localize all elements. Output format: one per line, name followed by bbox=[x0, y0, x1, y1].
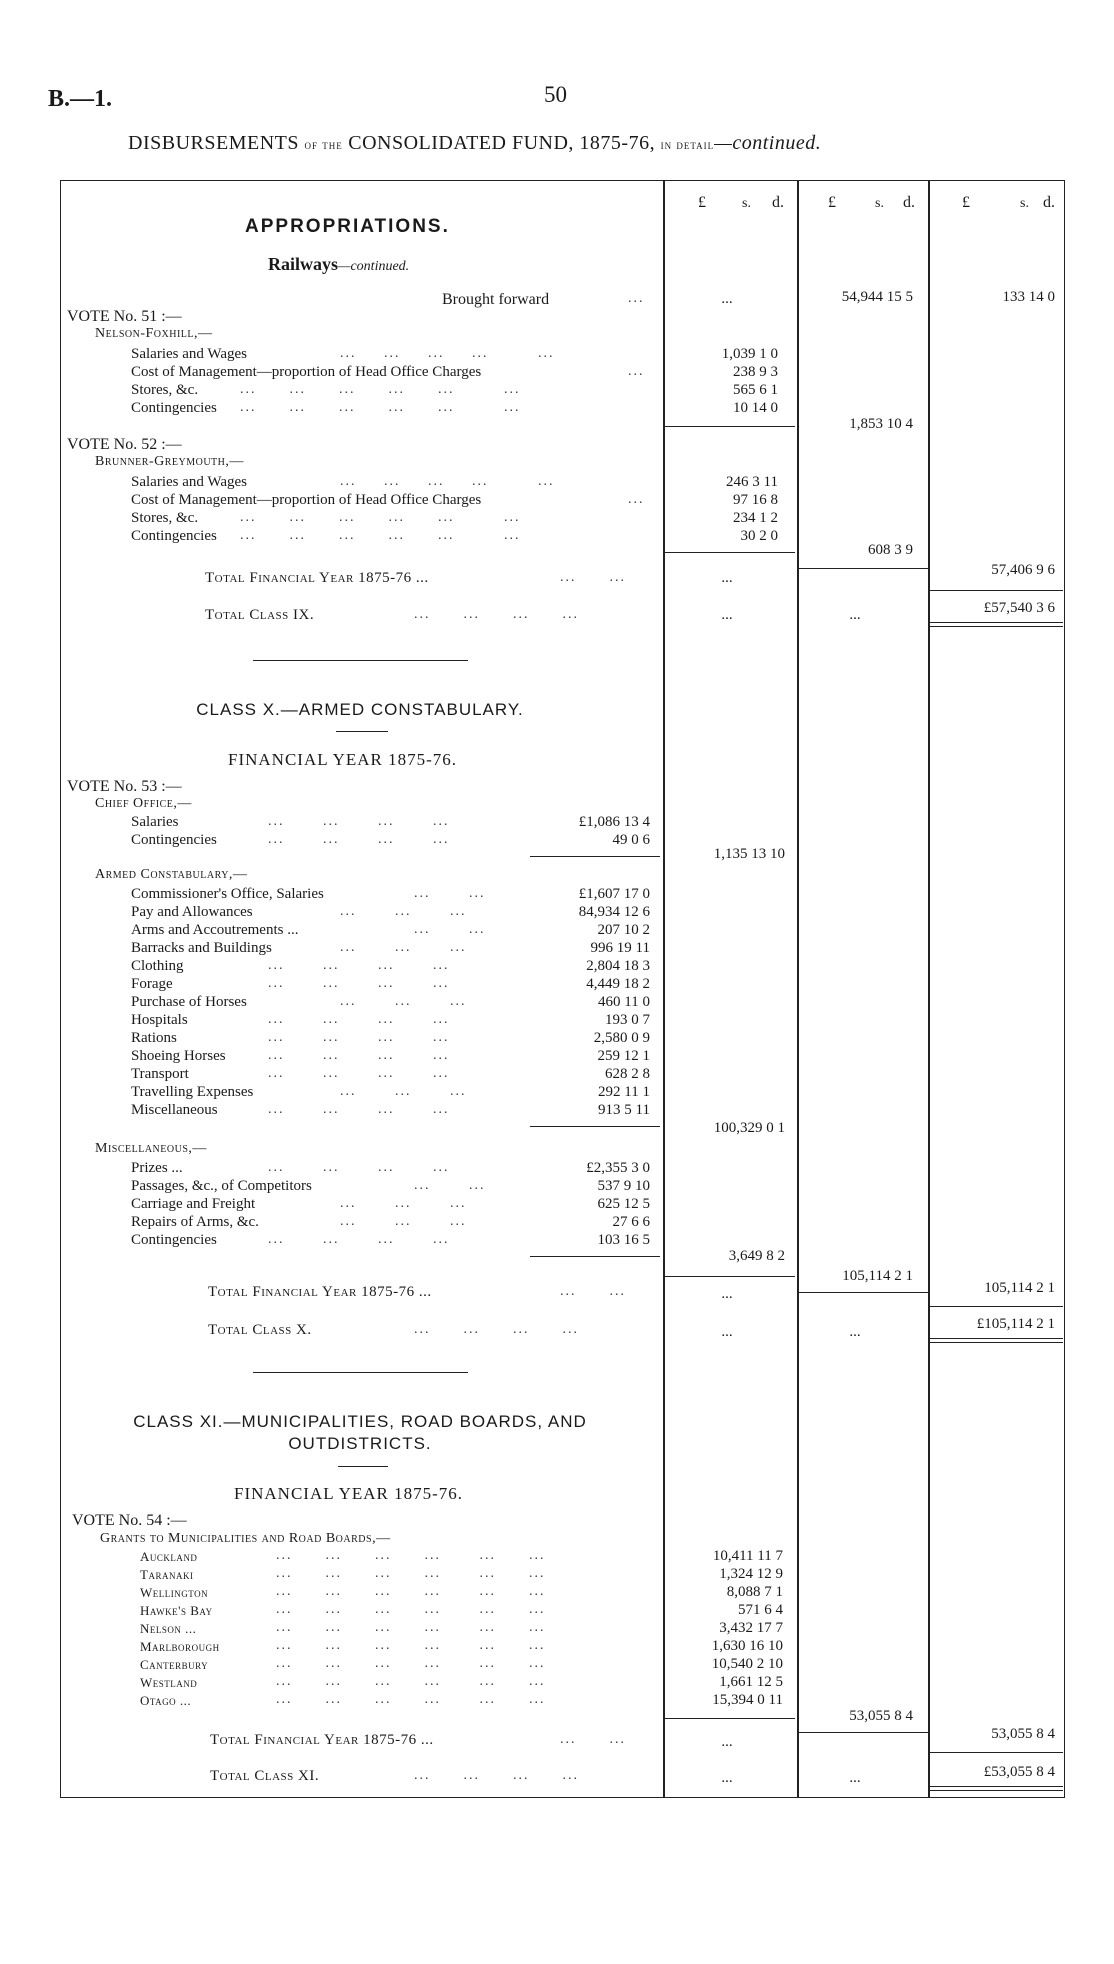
leader-dots: ... ... ... ... ... ... bbox=[276, 1638, 546, 1653]
rule bbox=[665, 426, 795, 427]
armed-item-label: Pay and Allowances bbox=[131, 904, 253, 920]
leader-dots: ... ... ... ... ... ... bbox=[276, 1674, 546, 1689]
total-class-x-col3: £105,114 2 1 bbox=[976, 1316, 1055, 1332]
vote-54-total: 53,055 8 4 bbox=[849, 1708, 913, 1724]
vote-52-item-amount: 246 3 11 bbox=[726, 474, 778, 490]
misc-item-label: Prizes ... bbox=[131, 1160, 183, 1176]
grant-item-amount: 1,661 12 5 bbox=[719, 1674, 783, 1690]
class-xi-total-financial-year-label: Total Financial Year 1875-76 ... bbox=[210, 1732, 434, 1748]
grant-item-label: Auckland bbox=[140, 1549, 198, 1564]
vote-53-label: VOTE No. 53 :— bbox=[67, 778, 182, 795]
leader-dots: ... ... ... ... bbox=[268, 832, 450, 847]
vote-51-item-label: Stores, &c. bbox=[131, 382, 199, 398]
total-financial-year-ix-label: Total Financial Year 1875-76 ... bbox=[205, 570, 429, 586]
armed-item-amount: £1,607 17 0 bbox=[578, 886, 650, 902]
leader-dots: ... ... ... ... ... ... bbox=[240, 510, 521, 525]
total-class-xi-col2: ... bbox=[849, 1770, 861, 1786]
vote-52-total: 608 3 9 bbox=[868, 542, 913, 558]
leader-dots: ... ... ... bbox=[340, 1084, 467, 1099]
miscellaneous-heading: Miscellaneous,— bbox=[95, 1141, 207, 1156]
vote-52-subheading: Brunner-Greymouth,— bbox=[95, 454, 244, 469]
vote-52-item-amount: 30 2 0 bbox=[740, 528, 778, 544]
total-class-xi-col3: £53,055 8 4 bbox=[983, 1764, 1055, 1780]
misc-item-amount: 103 16 5 bbox=[597, 1232, 650, 1248]
chief-office-total: 1,135 13 10 bbox=[713, 846, 785, 862]
total-class-x-col2: ... bbox=[849, 1324, 861, 1340]
leader-dots: ... ... ... bbox=[340, 994, 467, 1009]
vote-52-item-label: Salaries and Wages bbox=[131, 474, 247, 490]
misc-item-amount: 537 9 10 bbox=[597, 1178, 650, 1194]
grant-item-amount: 571 6 4 bbox=[738, 1602, 783, 1618]
rule bbox=[798, 1732, 928, 1733]
class-xi-heading-line1: CLASS XI.—MUNICIPALITIES, ROAD BOARDS, AND bbox=[133, 1412, 587, 1431]
total-class-ix-col3: £57,540 3 6 bbox=[983, 600, 1055, 616]
col3-pound: £ bbox=[962, 194, 970, 211]
leader-dots: ... ... ... ... ... bbox=[340, 346, 555, 361]
leader-dots: ... ... ... bbox=[340, 1214, 467, 1229]
grant-item-label: Hawke's Bay bbox=[140, 1603, 213, 1618]
armed-item-amount: 207 10 2 bbox=[597, 922, 650, 938]
rule bbox=[930, 590, 1063, 591]
rule bbox=[930, 1306, 1063, 1307]
brought-forward-col1: ... bbox=[721, 291, 733, 307]
miscellaneous-total: 3,649 8 2 bbox=[728, 1248, 785, 1264]
brought-forward-col3: 133 14 0 bbox=[1002, 289, 1055, 305]
chief-office-item-label: Contingencies bbox=[131, 832, 217, 848]
leader-dots: ... ... ... ... ... bbox=[340, 474, 555, 489]
vote-52-item-label: Contingencies bbox=[131, 528, 217, 544]
misc-item-amount: 625 12 5 bbox=[597, 1196, 650, 1212]
class-xi-total-financial-year-col3: 53,055 8 4 bbox=[991, 1726, 1055, 1742]
rule bbox=[930, 626, 1063, 627]
total-class-ix-col2: ... bbox=[849, 607, 861, 623]
leader-dots: ... ... ... ... bbox=[414, 1768, 579, 1783]
misc-item-label: Repairs of Arms, &c. bbox=[131, 1214, 259, 1230]
armed-item-label: Travelling Expenses bbox=[131, 1084, 254, 1100]
total-financial-year-ix-col3: 57,406 9 6 bbox=[991, 562, 1055, 578]
chief-office-item-amount: 49 0 6 bbox=[612, 832, 650, 848]
leader-dots: ... ... bbox=[560, 570, 626, 585]
leader-dots: ... ... bbox=[414, 922, 486, 937]
leader-dots: ... ... ... ... ... ... bbox=[276, 1602, 546, 1617]
leader-dots: ... ... ... ... bbox=[268, 976, 450, 991]
vote-51-item-amount: 1,039 1 0 bbox=[721, 346, 778, 362]
armed-item-label: Rations bbox=[131, 1030, 177, 1046]
col2-pence: d. bbox=[903, 194, 915, 211]
rule bbox=[665, 1718, 795, 1719]
vote-51-item-amount: 565 6 1 bbox=[733, 382, 778, 398]
grants-heading: Grants to Municipalities and Road Boards,— bbox=[100, 1531, 391, 1546]
leader-dots: ... ... ... ... bbox=[414, 1322, 579, 1337]
title-in-detail: in detail bbox=[660, 137, 715, 152]
armed-item-amount: 4,449 18 2 bbox=[586, 976, 650, 992]
vote-51-item-amount: 238 9 3 bbox=[733, 364, 778, 380]
railways-continued: —continued. bbox=[338, 259, 410, 274]
rule bbox=[798, 1292, 928, 1293]
leader-dots: ... ... ... bbox=[340, 940, 467, 955]
rule bbox=[336, 731, 388, 732]
col3-pence: d. bbox=[1043, 194, 1055, 211]
class-x-heading: CLASS X.—ARMED CONSTABULARY. bbox=[196, 700, 524, 719]
leader-dots: ... ... ... ... ... ... bbox=[276, 1692, 546, 1707]
vote-51-item-label: Salaries and Wages bbox=[131, 346, 247, 362]
leader-dots: ... ... ... ... ... ... bbox=[276, 1656, 546, 1671]
leader-dots: ... bbox=[628, 364, 645, 379]
rule bbox=[338, 1466, 388, 1467]
page-number: 50 bbox=[544, 82, 567, 107]
page-title bbox=[128, 132, 821, 155]
class-xi-heading-line2: OUTDISTRICTS. bbox=[288, 1434, 432, 1453]
chief-office-item-label: Salaries bbox=[131, 814, 179, 830]
grant-item-label: Nelson ... bbox=[140, 1621, 197, 1636]
chief-office-heading: Chief Office,— bbox=[95, 796, 192, 811]
misc-item-amount: £2,355 3 0 bbox=[586, 1160, 650, 1176]
total-class-xi-label: Total Class XI. bbox=[210, 1768, 320, 1784]
armed-item-amount: 2,804 18 3 bbox=[586, 958, 650, 974]
rule bbox=[798, 568, 928, 569]
leader-dots: ... ... bbox=[560, 1284, 626, 1299]
grant-item-amount: 15,394 0 11 bbox=[712, 1692, 783, 1708]
armed-item-amount: 913 5 11 bbox=[598, 1102, 650, 1118]
col1-pence: d. bbox=[772, 194, 784, 211]
grant-item-amount: 8,088 7 1 bbox=[726, 1584, 783, 1600]
misc-item-label: Carriage and Freight bbox=[131, 1196, 256, 1212]
rule bbox=[530, 1256, 660, 1257]
railways-heading bbox=[268, 256, 409, 275]
title-fund: CONSOLIDATED FUND, 1875-76, bbox=[348, 132, 656, 154]
rule bbox=[930, 1338, 1063, 1339]
armed-item-label: Hospitals bbox=[131, 1012, 188, 1028]
armed-item-amount: 292 11 1 bbox=[598, 1084, 650, 1100]
title-of-the: of the bbox=[304, 137, 343, 152]
vote-53-total: 105,114 2 1 bbox=[842, 1268, 913, 1284]
leader-dots: ... ... ... ... ... ... bbox=[240, 400, 521, 415]
vote-52-item-amount: 97 16 8 bbox=[733, 492, 778, 508]
appropriations-heading: APPROPRIATIONS. bbox=[245, 216, 450, 237]
armed-item-amount: 460 11 0 bbox=[598, 994, 650, 1010]
leader-dots: ... ... ... ... bbox=[268, 1012, 450, 1027]
total-class-xi-col1: ... bbox=[721, 1770, 733, 1786]
rule bbox=[930, 622, 1063, 623]
leader-dots: ... ... ... ... bbox=[268, 1232, 450, 1247]
total-class-x-label: Total Class X. bbox=[208, 1322, 312, 1338]
leader-dots: ... ... ... ... ... ... bbox=[240, 528, 521, 543]
chief-office-item-amount: £1,086 13 4 bbox=[578, 814, 650, 830]
armed-constabulary-total: 100,329 0 1 bbox=[713, 1120, 785, 1136]
leader-dots: ... ... ... ... bbox=[268, 1066, 450, 1081]
grant-item-amount: 10,411 11 7 bbox=[712, 1548, 783, 1564]
class-x-total-financial-year-col3: 105,114 2 1 bbox=[984, 1280, 1055, 1296]
armed-constabulary-heading: Armed Constabulary,— bbox=[95, 867, 248, 882]
section-divider bbox=[253, 660, 468, 661]
armed-item-label: Forage bbox=[131, 976, 173, 992]
armed-item-label: Transport bbox=[131, 1066, 189, 1082]
armed-item-amount: 996 19 11 bbox=[590, 940, 650, 956]
armed-item-label: Miscellaneous bbox=[131, 1102, 218, 1118]
leader-dots: ... ... ... ... bbox=[268, 1030, 450, 1045]
leader-dots: ... bbox=[628, 492, 645, 507]
class-xi-financial-year: FINANCIAL YEAR 1875-76. bbox=[234, 1484, 464, 1503]
leader-dots: ... ... bbox=[560, 1732, 626, 1747]
grant-item-amount: 10,540 2 10 bbox=[711, 1656, 783, 1672]
misc-item-label: Passages, &c., of Competitors bbox=[131, 1178, 312, 1194]
armed-item-amount: 259 12 1 bbox=[597, 1048, 650, 1064]
leader-dots: ... ... ... ... bbox=[268, 1102, 450, 1117]
vote-52-item-label: Cost of Management—proportion of Head Office Charges bbox=[131, 492, 482, 508]
grant-item-label: Canterbury bbox=[140, 1657, 209, 1672]
grant-item-label: Wellington bbox=[140, 1585, 209, 1600]
railways-label: Railways bbox=[268, 254, 339, 274]
grant-item-label: Taranaki bbox=[140, 1567, 194, 1582]
armed-item-label: Shoeing Horses bbox=[131, 1048, 226, 1064]
vote-51-item-label: Cost of Management—proportion of Head Office Charges bbox=[131, 364, 482, 380]
misc-item-amount: 27 6 6 bbox=[612, 1214, 650, 1230]
leader-dots: ... ... bbox=[414, 886, 486, 901]
vote-51-subheading: Nelson-Foxhill,— bbox=[95, 326, 213, 341]
col2-shillings: s. bbox=[875, 196, 884, 211]
col1-shillings: s. bbox=[742, 196, 751, 211]
vote-51-item-label: Contingencies bbox=[131, 400, 217, 416]
grant-item-label: Westland bbox=[140, 1675, 198, 1690]
vote-52-item-amount: 234 1 2 bbox=[733, 510, 778, 526]
vote-51-label: VOTE No. 51 :— bbox=[67, 308, 182, 325]
rule bbox=[665, 552, 795, 553]
column-divider bbox=[928, 180, 930, 1798]
rule bbox=[930, 1790, 1063, 1791]
vote-51-item-amount: 10 14 0 bbox=[733, 400, 778, 416]
armed-item-label: Arms and Accoutrements ... bbox=[131, 922, 299, 938]
armed-item-amount: 2,580 0 9 bbox=[593, 1030, 650, 1046]
total-class-x-col1: ... bbox=[721, 1324, 733, 1340]
leader-dots: ... ... ... ... ... ... bbox=[240, 382, 521, 397]
leader-dots: ... ... ... ... ... ... bbox=[276, 1620, 546, 1635]
class-x-financial-year: FINANCIAL YEAR 1875-76. bbox=[228, 750, 458, 769]
document-reference: B.—1. bbox=[48, 86, 113, 112]
grant-item-amount: 1,630 16 10 bbox=[711, 1638, 783, 1654]
title-continued: —continued. bbox=[714, 132, 822, 154]
leader-dots: ... ... ... ... ... ... bbox=[276, 1584, 546, 1599]
rule bbox=[665, 1276, 795, 1277]
armed-item-amount: 193 0 7 bbox=[605, 1012, 650, 1028]
armed-item-label: Commissioner's Office, Salaries bbox=[131, 886, 324, 902]
grant-item-amount: 1,324 12 9 bbox=[719, 1566, 783, 1582]
rule bbox=[930, 1786, 1063, 1787]
col2-pound: £ bbox=[828, 194, 836, 211]
class-xi-total-financial-year-col1: ... bbox=[721, 1734, 733, 1750]
leader-dots: ... ... ... ... bbox=[268, 1048, 450, 1063]
armed-item-amount: 628 2 8 bbox=[605, 1066, 650, 1082]
rule bbox=[530, 856, 660, 857]
class-x-total-financial-year-label: Total Financial Year 1875-76 ... bbox=[208, 1284, 432, 1300]
armed-item-label: Clothing bbox=[131, 958, 184, 974]
vote-54-label: VOTE No. 54 :— bbox=[72, 1512, 187, 1529]
total-financial-year-ix-col1: ... bbox=[721, 570, 733, 586]
leader-dots: ... ... ... ... ... ... bbox=[276, 1566, 546, 1581]
leader-dots: ... ... ... ... bbox=[268, 958, 450, 973]
rule bbox=[930, 1752, 1063, 1753]
leader-dots: ... ... bbox=[414, 1178, 486, 1193]
grant-item-label: Otago ... bbox=[140, 1693, 192, 1708]
vote-52-item-label: Stores, &c. bbox=[131, 510, 199, 526]
leader-dots: ... ... ... ... bbox=[268, 1160, 450, 1175]
leader-dots: ... bbox=[628, 291, 645, 306]
grant-item-label: Marlborough bbox=[140, 1639, 220, 1654]
brought-forward-col2: 54,944 15 5 bbox=[841, 289, 913, 305]
misc-item-label: Contingencies bbox=[131, 1232, 217, 1248]
armed-item-label: Purchase of Horses bbox=[131, 994, 247, 1010]
leader-dots: ... ... ... ... ... ... bbox=[276, 1548, 546, 1563]
rule bbox=[930, 1342, 1063, 1343]
armed-item-amount: 84,934 12 6 bbox=[578, 904, 650, 920]
rule bbox=[530, 1126, 660, 1127]
col3-shillings: s. bbox=[1020, 196, 1029, 211]
vote-52-label: VOTE No. 52 :— bbox=[67, 436, 182, 453]
brought-forward-label: Brought forward bbox=[442, 291, 550, 308]
title-main: DISBURSEMENTS bbox=[128, 132, 299, 154]
leader-dots: ... ... ... bbox=[340, 1196, 467, 1211]
leader-dots: ... ... ... ... bbox=[414, 607, 579, 622]
total-class-ix-label: Total Class IX. bbox=[205, 607, 315, 623]
total-class-ix-col1: ... bbox=[721, 607, 733, 623]
armed-item-label: Barracks and Buildings bbox=[131, 940, 272, 956]
leader-dots: ... ... ... ... bbox=[268, 814, 450, 829]
leader-dots: ... ... ... bbox=[340, 904, 467, 919]
col1-pound: £ bbox=[698, 194, 706, 211]
grant-item-amount: 3,432 17 7 bbox=[719, 1620, 783, 1636]
vote-51-total: 1,853 10 4 bbox=[849, 416, 913, 432]
section-divider bbox=[253, 1372, 468, 1373]
class-x-total-financial-year-col1: ... bbox=[721, 1286, 733, 1302]
